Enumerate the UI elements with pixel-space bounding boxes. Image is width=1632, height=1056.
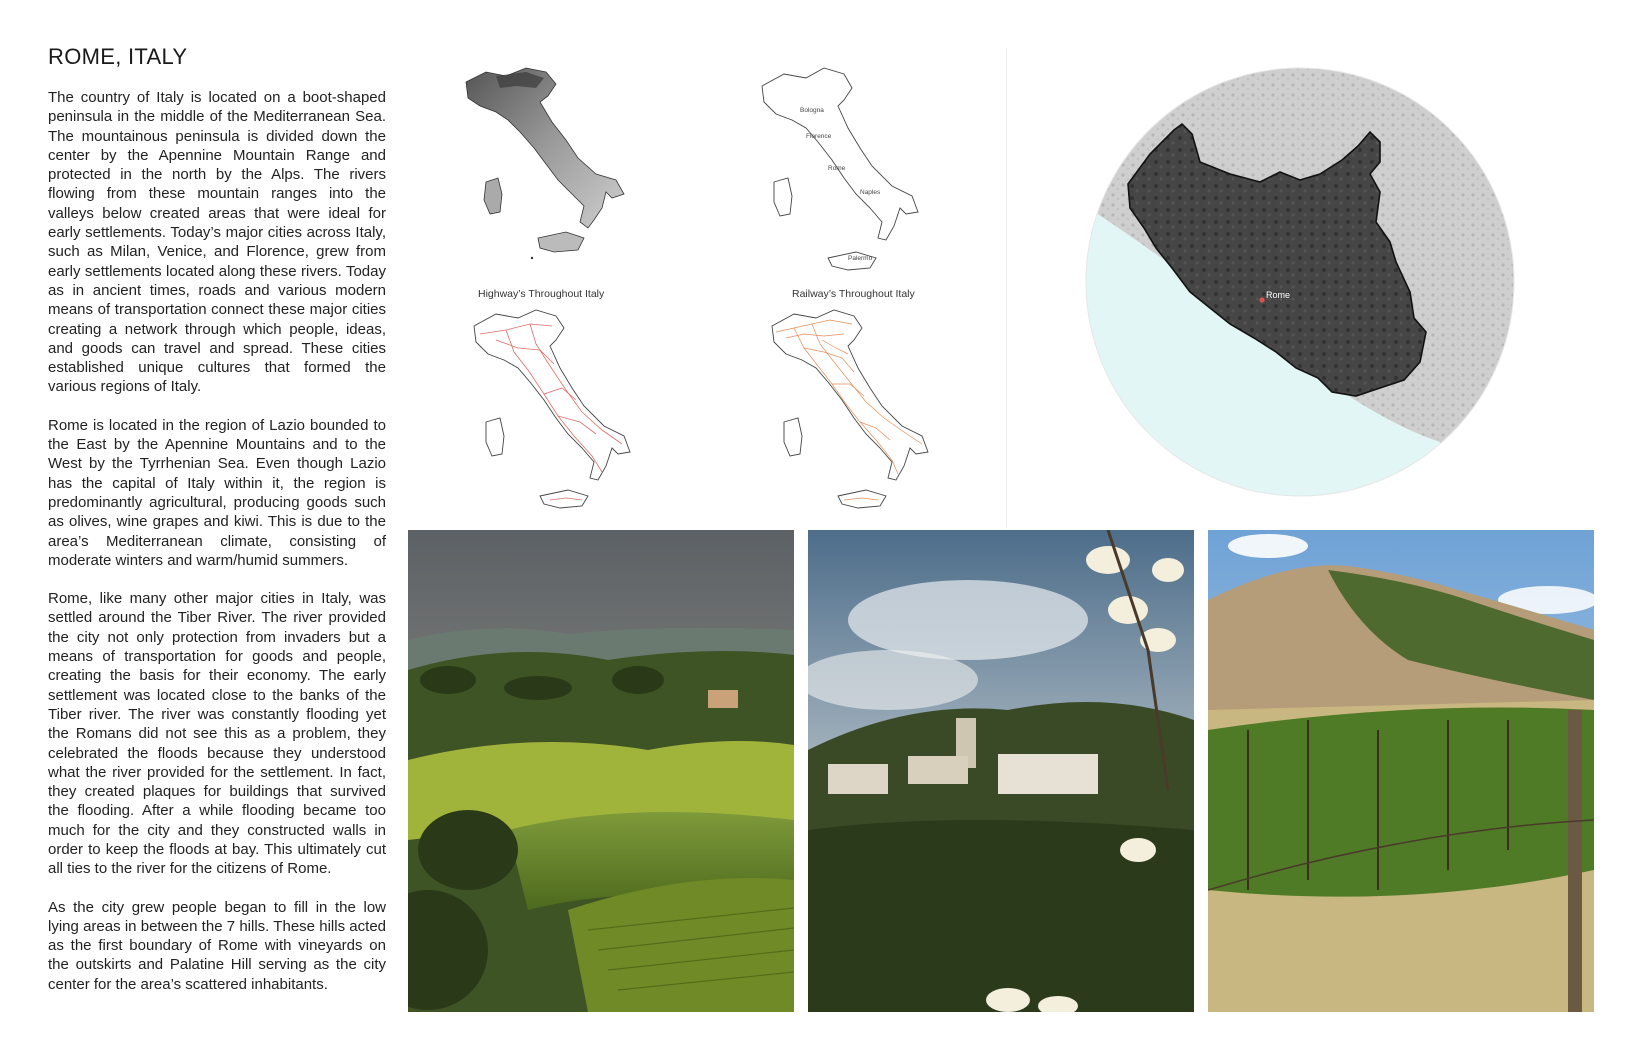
paragraph: Rome is located in the region of Lazio bounded to the East by the Apennine Mountains and to the West by the Tyrrhenian Sea. Even though Lazio has the capital of Italy within it, the region is predominantly agricultural, producing goods such as olives, wine grapes and kiwi. This is due to the area’s Mediterranean climate, consisting of moderate winters and warm/humid summers. (48, 416, 386, 569)
city-label-naples: Naples (860, 189, 881, 196)
photo-tuscan-countryside (408, 530, 794, 1012)
village-photo-graphic (808, 530, 1194, 1012)
paragraph: As the city grew people began to fill in the low lying areas in between the 7 hills. These hills acted as the first boundary of Rome with vineyards on the outskirts and Palatine Hill serving as the city center for the area’s scattered inhabitants. (48, 898, 386, 993)
italy-cities-graphic (752, 62, 952, 284)
topographic-map (456, 62, 656, 272)
city-label-rome: Rome (828, 165, 846, 172)
photo-hilltop-village (808, 530, 1194, 1012)
highway-routes (480, 324, 622, 500)
city-label-florence: Florence (806, 133, 832, 140)
italy-railways-graphic (764, 304, 964, 516)
page-title: ROME, ITALY (48, 44, 188, 69)
vineyard-photo-graphic (1208, 530, 1594, 1012)
divider (1006, 48, 1007, 528)
cities-map (752, 62, 952, 284)
lazio-city-label: Rome (1266, 290, 1291, 300)
italy-topography-graphic (456, 62, 656, 272)
city-label-palermo: Palermo (848, 255, 873, 262)
italy-highways-graphic (466, 304, 666, 516)
highway-map-caption: Highway’s Throughout Italy (478, 288, 605, 300)
paragraph: Rome, like many other major cities in Italy, was settled around the Tiber River. The river provided the city not only protection from invaders but a means of transportation for goods and people, creating the basis for their economy. The early settlement was located close to the banks of the Tiber river. The river was constantly flooding yet the Romans did not see this as a problem, they celebrated the floods because they understood what the river provided for the settlement. In fact, they created plaques for buildings that survived the flooding. After a while flooding became too much for the city and they constructed walls in order to keep the floods at bay. This ultimately cut all ties to the river for the citizens of Rome. (48, 590, 386, 878)
lazio-map-graphic (1080, 62, 1520, 502)
highway-map (466, 304, 666, 516)
railway-map-caption: Railway’s Throughout Italy (792, 288, 915, 300)
city-label-bologna: Bologna (800, 107, 824, 114)
lazio-region-map (1080, 62, 1520, 502)
photo-vineyard (1208, 530, 1594, 1012)
paragraph: The country of Italy is located on a boot-shaped peninsula in the middle of the Mediterranean Sea. The mountainous peninsula is divided down the center by the Apennine Mountain Range and protected in the north by the Alps. The rivers flowing from these mountain ranges into the valleys below created areas that were ideal for early settlements. Today’s major cities across Italy, such as Milan, Venice, and Florence, grew from early settlements located along these rivers. Today as in ancient times, roads and various modern means of transportation connect these major cities creating a network through which people, ideas, and goods can travel and spread. These cities established unique cultures that formed the various regions of Italy. (48, 89, 386, 396)
body-text (48, 88, 386, 1013)
railway-map (764, 304, 964, 516)
countryside-photo-graphic (408, 530, 794, 1012)
